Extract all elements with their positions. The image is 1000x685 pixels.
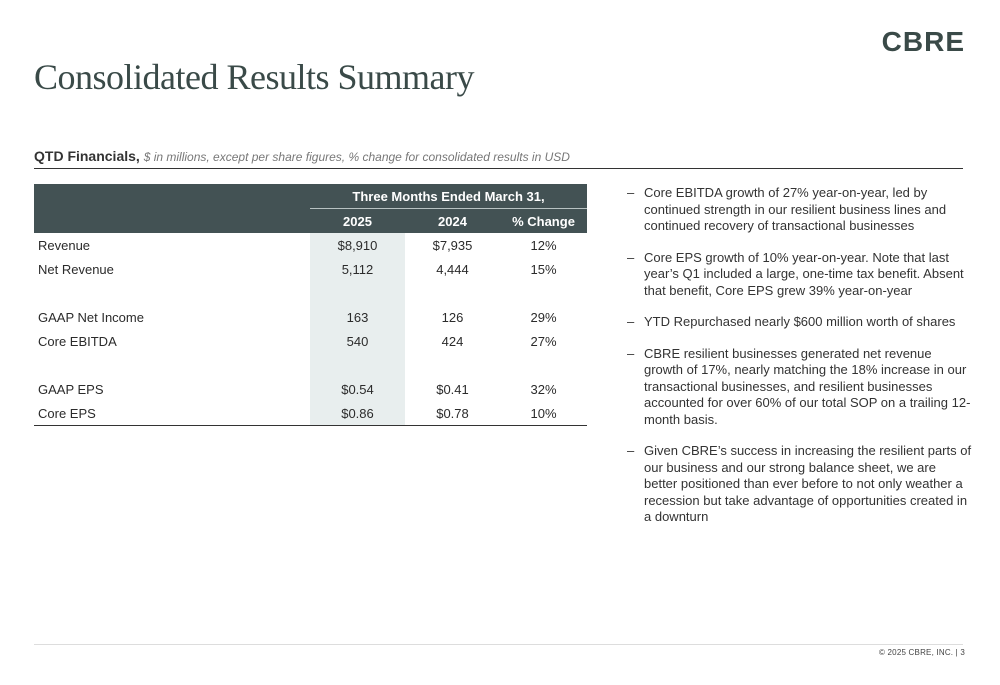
row-label: GAAP Net Income bbox=[38, 309, 144, 325]
row-label: Net Revenue bbox=[38, 261, 114, 277]
bullet-text: CBRE resilient businesses generated net revenue growth of 17%, nearly matching the 18% increase in our transactional businesses, and resilient businesses accounted for over 60% of our total SOP on a trailing 12-month basis. bbox=[644, 345, 971, 427]
cell-change: 32% bbox=[530, 381, 557, 397]
row-label: Core EPS bbox=[34, 401, 310, 426]
cell-2024: 424 bbox=[441, 333, 464, 349]
column-header-2024: 2024 bbox=[405, 209, 500, 234]
table-row bbox=[34, 257, 587, 281]
cell-change: 10% bbox=[500, 401, 587, 426]
cbre-logo: CBRE bbox=[881, 26, 965, 57]
footer-copyright: © 2025 CBRE, INC. | 3 bbox=[879, 648, 965, 657]
dash-bullet: – bbox=[627, 185, 635, 200]
row-label: GAAP EPS bbox=[38, 381, 104, 397]
cell-2024: 126 bbox=[441, 309, 464, 325]
page-title: Consolidated Results Summary bbox=[34, 57, 474, 97]
spacer-row bbox=[34, 281, 587, 305]
section-subheading bbox=[34, 148, 963, 169]
bullet-text: Given CBRE’s success in increasing the resilient parts of our business and our strong balance sheet, we are better positioned than ever before to not only weather a recession but take advantage of opportunities created in a downturn bbox=[644, 443, 972, 524]
table-row bbox=[34, 329, 587, 353]
bullet-text: YTD Repurchased nearly $600 million worth of shares bbox=[644, 314, 956, 329]
cell-2024: $7,935 bbox=[432, 237, 473, 253]
list-item bbox=[627, 443, 972, 526]
cell-2025: $0.54 bbox=[310, 377, 405, 401]
list-item bbox=[627, 346, 972, 429]
column-header-2025: 2025 bbox=[310, 209, 405, 234]
cell-2025: $0.86 bbox=[310, 401, 405, 426]
table-row bbox=[34, 401, 587, 426]
list-item bbox=[627, 185, 972, 235]
list-item bbox=[627, 314, 972, 331]
subheading-note: $ in millions, except per share figures, % change for consolidated results in USD bbox=[143, 150, 570, 164]
dash-bullet: – bbox=[627, 443, 635, 458]
bullet-text: Core EPS growth of 10% year-on-year. Note that last year’s Q1 included a large, one-time tax benefit. Absent that benefit, Core EPS grew 39% year-on-year bbox=[644, 249, 964, 298]
table-column-header-row bbox=[34, 209, 587, 234]
subheading-title: QTD Financials, bbox=[34, 148, 140, 164]
footer-divider bbox=[34, 644, 963, 645]
row-label: Core EBITDA bbox=[38, 333, 117, 349]
table-row bbox=[34, 377, 587, 401]
cell-change: 27% bbox=[530, 333, 557, 349]
cell-2025: 540 bbox=[310, 329, 405, 353]
group-header: Three Months Ended March 31, bbox=[310, 184, 587, 209]
row-label: Revenue bbox=[38, 237, 91, 253]
dash-bullet: – bbox=[627, 249, 635, 265]
dash-bullet: – bbox=[627, 345, 635, 361]
commentary-list bbox=[627, 185, 972, 541]
cell-2025: 163 bbox=[310, 305, 405, 329]
cell-2025: 5,112 bbox=[310, 257, 405, 281]
spacer-row bbox=[34, 353, 587, 377]
cell-2024: $0.41 bbox=[436, 381, 469, 397]
cell-2024: 4,444 bbox=[436, 261, 469, 277]
dash-bullet: – bbox=[627, 314, 635, 329]
cell-change: 12% bbox=[530, 237, 557, 253]
bullet-text: Core EBITDA growth of 27% year-on-year, led by continued strength in our resilient business lines and continued recovery of transactional businesses bbox=[644, 185, 947, 233]
cell-2024: $0.78 bbox=[405, 401, 500, 426]
financials-table bbox=[34, 184, 587, 426]
cell-change: 29% bbox=[530, 309, 557, 325]
list-item bbox=[627, 250, 972, 300]
column-header-change: % Change bbox=[500, 209, 587, 234]
cell-change: 15% bbox=[530, 261, 557, 277]
cell-2025: $8,910 bbox=[310, 233, 405, 257]
table-group-header-row bbox=[34, 184, 587, 209]
table-row bbox=[34, 305, 587, 329]
table-row bbox=[34, 233, 587, 257]
